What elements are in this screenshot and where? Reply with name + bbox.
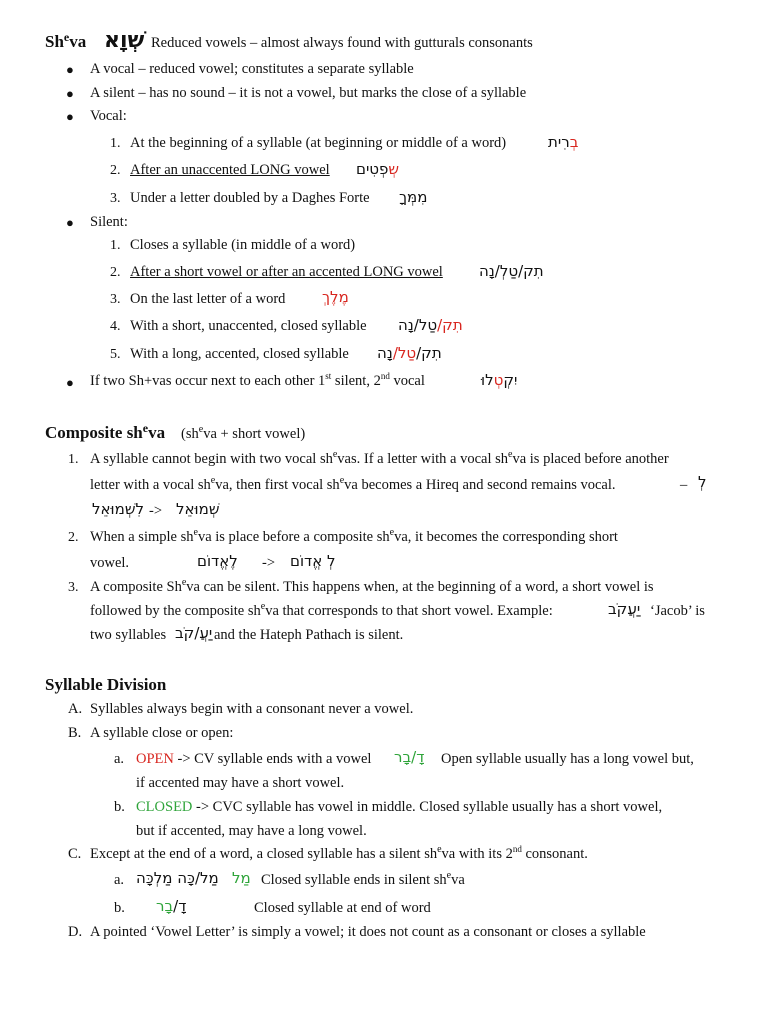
list-number: 4.: [110, 319, 121, 334]
dash: –: [680, 477, 688, 493]
sheva-title-e: e: [63, 30, 70, 44]
list-number: 3.: [68, 580, 79, 595]
c-b-text: Closed syllable at end of word: [254, 900, 431, 916]
text-part: consonant.: [521, 846, 588, 862]
hebrew-part: תִק/: [416, 344, 442, 362]
open-line: [136, 751, 371, 768]
text-part: va + short vowel): [203, 426, 306, 442]
superscript: st: [325, 371, 332, 381]
sheva-title-sh: Sh: [45, 32, 64, 51]
silent-item-text: On the last letter of a word: [130, 291, 286, 307]
bullet-text: A silent – has no sound – it is not a vowel, but marks the close of a syllable: [90, 85, 527, 101]
superscript: nd: [380, 371, 390, 381]
hebrew-part: רִית: [548, 133, 570, 151]
composite-subtitle: [181, 426, 305, 443]
text-part: va is place before a composite sh: [197, 529, 390, 545]
list-letter: D.: [68, 924, 83, 940]
list-number: 1.: [110, 136, 121, 151]
composite-item-line: two syllables: [90, 627, 167, 643]
hebrew-example: [399, 188, 427, 207]
text-part: va that corresponds to that short vowel. Example:: [265, 603, 553, 619]
silent-item-text: After a short vowel or after an accented LONG vowel: [130, 264, 443, 280]
bullet-icon: ●: [66, 62, 74, 77]
e-sup: e: [332, 449, 338, 460]
two-shevas-text: [90, 373, 425, 390]
e-sup: e: [508, 449, 513, 460]
hebrew-part: מִמְּךָ: [399, 188, 428, 206]
hebrew-example-green: מַל: [232, 869, 251, 887]
hebrew-red-part: מֶלֶךְ: [322, 288, 349, 306]
open-desc: Open syllable usually has a long vowel but,: [441, 751, 694, 767]
text-part: Closed syllable ends in silent sh: [261, 872, 447, 888]
sheva-hebrew-title: שְׁוָא: [104, 28, 145, 53]
text-part: letter with a vocal sh: [90, 477, 211, 493]
composite-item-line: [90, 579, 654, 596]
bullet-icon: ●: [66, 109, 74, 124]
closed-label: CLOSED: [136, 799, 193, 815]
hebrew-example: [481, 371, 517, 390]
e-sup: e: [198, 424, 204, 435]
hebrew-red-part: טַל/: [392, 344, 417, 362]
text-part: -> CV syllable ends with a vowel: [177, 751, 372, 767]
syllable-item-text: Syllables always begin with a consonant never a vowel.: [90, 701, 414, 717]
hebrew-example: [377, 344, 442, 363]
d-text: A pointed ‘Vowel Letter’ is simply a vowel; it does not count as a consonant or closes a syllable: [90, 924, 646, 940]
text-part: silent, 2: [331, 373, 381, 389]
hebrew-example: שְׁמוּאֵל: [176, 500, 220, 518]
e-sup: e: [339, 475, 345, 486]
bullet-text: Vocal:: [90, 108, 127, 124]
silent-label: Silent:: [90, 214, 128, 230]
hebrew-red-part: טְ: [493, 371, 504, 389]
e-sup: e: [389, 527, 395, 538]
list-number: 5.: [110, 347, 121, 362]
hebrew-part: דָ/: [173, 897, 187, 915]
arrow: ->: [149, 503, 163, 519]
e-sup: e: [446, 870, 452, 881]
superscript: nd: [512, 844, 522, 854]
heading-part: va: [148, 423, 166, 442]
text-part: (sh: [181, 426, 199, 442]
c-a-text: [261, 872, 465, 889]
hebrew-red-part: שְ: [388, 160, 400, 178]
e-sup: e: [210, 475, 216, 486]
text-part: A composite Sh: [90, 579, 182, 595]
list-number: 2.: [110, 163, 121, 178]
text-part: va with its 2: [441, 846, 513, 862]
syllable-item-text: A syllable close or open:: [90, 725, 234, 741]
e-sup: e: [193, 527, 198, 538]
list-letter: B.: [68, 725, 82, 741]
open-desc: if accented may have a short vowel.: [136, 775, 345, 791]
sheva-subtitle: Reduced vowels – almost always found with gutturals consonants: [151, 35, 533, 51]
list-letter: a.: [114, 872, 125, 888]
composite-item-line: and the Hateph Pathach is silent.: [214, 627, 404, 643]
text-part: vocal: [389, 373, 425, 389]
hebrew-part: פְטִים: [356, 160, 389, 178]
composite-item-line: ‘Jacob’ is: [650, 603, 705, 619]
vocal-item-text: After an unaccented LONG vowel: [130, 162, 330, 178]
text-part: va, then first vocal sh: [215, 477, 340, 493]
text-part: va is placed before another: [512, 451, 669, 467]
text-part: If two Sh+vas occur next to each other 1: [90, 373, 326, 389]
text-part: va can be silent. This happens when, at the beginning of a word, a short vowel is: [186, 579, 654, 595]
text-part: followed by the composite sh: [90, 603, 261, 619]
list-number: 2.: [68, 530, 79, 545]
list-number: 2.: [110, 265, 121, 280]
hebrew-example: מַל/כָּה מַלְכָּה: [136, 869, 219, 887]
closed-desc: but if accented, may have a long vowel.: [136, 823, 367, 839]
text-part: Except at the end of a word, a closed syllable has a silent sh: [90, 846, 438, 862]
text-part: -> CVC syllable has vowel in middle. Closed syllable usually has a short vowel,: [196, 799, 663, 815]
hebrew-part: לוּ: [481, 371, 494, 389]
composite-item-line: [90, 529, 618, 546]
hebrew-green-part: בָר: [156, 897, 174, 915]
composite-heading: [45, 423, 165, 443]
text-part: When a simple sh: [90, 529, 194, 545]
text-part: vas. If a letter with a vocal sh: [337, 451, 509, 467]
vocal-item-text: At the beginning of a syllable (at beginning or middle of a word): [130, 135, 507, 151]
hebrew-example: [479, 262, 544, 281]
silent-item-text: With a short, unaccented, closed syllable: [130, 318, 367, 334]
syllable-heading: Syllable Division: [45, 675, 167, 694]
heading-e: e: [142, 421, 149, 435]
composite-item-line: vowel.: [90, 555, 130, 571]
hebrew-example: יַעֲ/קֹב: [175, 624, 213, 642]
hebrew-part: נָה: [377, 344, 393, 362]
list-number: 3.: [110, 292, 121, 307]
closed-line: [136, 799, 662, 816]
composite-item-line: [90, 477, 616, 494]
silent-item-text: With a long, accented, closed syllable: [130, 346, 349, 362]
list-letter: a.: [114, 751, 125, 767]
open-label: OPEN: [136, 751, 174, 767]
e-sup: e: [260, 601, 266, 612]
e-sup: e: [181, 577, 187, 588]
text-part: va: [451, 872, 465, 888]
bullet-icon: ●: [66, 215, 74, 230]
hebrew-part: תִק/טַלְ/נָה: [479, 262, 544, 280]
hebrew-example: יַעֲקֹב: [608, 600, 641, 618]
list-number: 1.: [110, 238, 121, 253]
c-line: [90, 846, 588, 863]
hebrew-example: דָ/בָר: [394, 748, 425, 766]
composite-item-line: [90, 603, 553, 620]
list-number: 1.: [68, 452, 79, 467]
hebrew-example: לְ אֱדוֹם: [290, 552, 336, 570]
hebrew-part: טַל/נָה: [398, 316, 438, 334]
hebrew-example: [356, 160, 399, 179]
hebrew-example: [156, 897, 186, 916]
sheva-heading: [45, 32, 86, 52]
arrow: ->: [262, 555, 276, 571]
hebrew-example: לֶאֱדוֹם: [197, 552, 238, 570]
text-part: va becomes a Hireq and second remains vocal.: [344, 477, 616, 493]
sheva-title-va: va: [69, 32, 87, 51]
hebrew-red-part: תִק/: [437, 316, 463, 334]
hebrew-part: יִקְ: [503, 371, 518, 389]
text-part: A syllable cannot begin with two vocal sh: [90, 451, 333, 467]
vocal-item-text: Under a letter doubled by a Daghes Forte: [130, 190, 370, 206]
list-number: 3.: [110, 191, 121, 206]
hebrew-example: לְ: [698, 473, 707, 491]
silent-item-text: Closes a syllable (in middle of a word): [130, 237, 356, 253]
bullet-icon: ●: [66, 86, 74, 101]
hebrew-red-part: בְ: [569, 133, 579, 151]
list-letter: b.: [114, 900, 125, 916]
hebrew-example: לִשְׁמוּאֵל: [92, 500, 144, 518]
composite-item-line: [90, 451, 669, 468]
bullet-icon: ●: [66, 375, 74, 390]
hebrew-example: [548, 133, 578, 152]
e-sup: e: [437, 844, 442, 855]
list-letter: b.: [114, 799, 125, 815]
bullet-text: A vocal – reduced vowel; constitutes a separate syllable: [90, 61, 414, 77]
list-letter: C.: [68, 846, 82, 862]
heading-part: Composite sh: [45, 423, 143, 442]
hebrew-example: [322, 288, 349, 307]
hebrew-example: [398, 316, 463, 335]
list-letter: A.: [68, 701, 83, 717]
text-part: va, it becomes the corresponding short: [394, 529, 618, 545]
